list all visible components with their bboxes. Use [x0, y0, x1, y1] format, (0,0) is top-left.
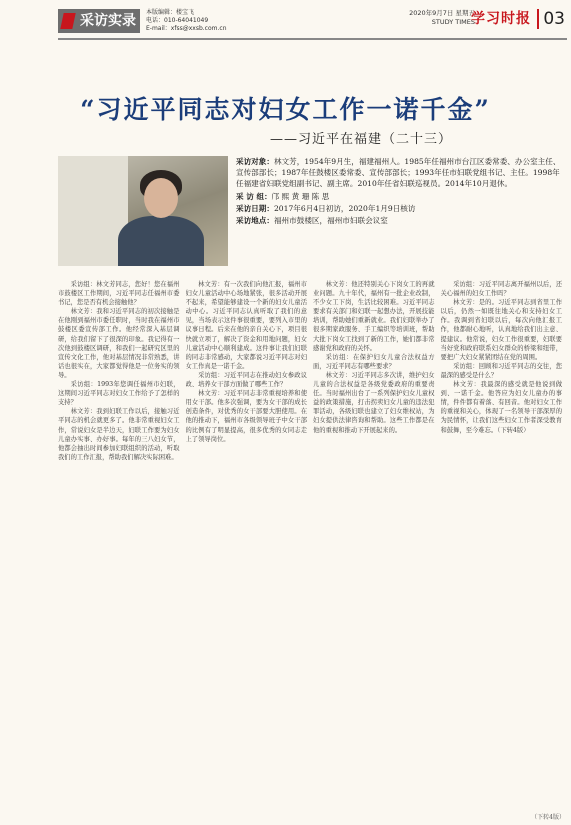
- paragraph: 采访组：习近平同志离开福州以后，还关心福州的妇女工作吗？: [440, 281, 562, 298]
- paragraph: 林文芳：他还特别关心下岗女工的再就业问题。九十年代，福州有一批企业改制，不少女工下岗，生活比较困难。习近平同志要求有关部门和妇联一起想办法，开展技能培训，帮助她们重新就业。我们妇联举办了很多期家政服务、手工编织等培训班，帮助大批下岗女工找到了新的工作，她们都非常感谢党和政府的关怀。: [313, 281, 435, 352]
- paragraph: 林文芳：我最深的感受就是他说到做到、一诺千金。他答应为妇女儿童办的事情，件件都有着落、有回音。他对妇女工作的重视和关心，体现了一名领导干部深厚的为民情怀，让我们这些妇女工作者深受教育和鼓舞，至今难忘。（下转4版）: [440, 381, 562, 434]
- info-place: [236, 215, 562, 226]
- page-number: 03: [537, 9, 565, 29]
- paragraph: 采访组：回顾和习近平同志的交往，您最深的感受是什么？: [440, 362, 562, 379]
- date-line: 2020年9月7日 星期五: [409, 9, 475, 17]
- editor-line: E-mail：xfss@xxsb.com.cn: [146, 25, 227, 32]
- body-column: [58, 280, 180, 813]
- paragraph: 林文芳：我到妇联工作以后，接触习近平同志的机会就更多了。他非常重视妇女工作，常说妇女是半边天，妇联工作要为妇女儿童办实事、办好事。每年的三八妇女节，他都会抽出时间参加妇联组织的活动，听取我们的工作汇报，帮助我们解决实际困难。: [58, 408, 180, 461]
- paragraph: 林文芳：有一次我们向他汇报，福州市妇女儿童活动中心场地紧张，很多活动开展不起来，希望能够建设一个新的妇女儿童活动中心。习近平同志认真听取了我们的意见，当场表示这件事很重要，要列入市里的议事日程。后来在他的亲自关心下，项目很快就立项了，解决了资金和用地问题，妇女儿童活动中心顺利建成。这件事让我们妇联的同志非常感动，大家都说习近平同志对妇女工作真是一诺千金。: [185, 281, 307, 370]
- body-column: [313, 280, 435, 813]
- continued-note: （下转4版）: [531, 814, 565, 821]
- paragraph: 林文芳：习近平同志非常重视培养和使用女干部。他多次强调，要为女干部的成长创造条件，对优秀的女干部要大胆使用。在他的推动下，福州市各级领导班子中女干部的比例有了明显提高，很多优秀的女同志走上了领导岗位。: [185, 390, 307, 443]
- info-text: 福州市鼓楼区，福州市妇联会议室: [273, 216, 388, 226]
- info-date: [236, 203, 562, 214]
- info-label: 采访地点：: [236, 216, 274, 226]
- article-subtitle: ——习近平在福建（二十三）: [270, 132, 453, 147]
- editor-info: [146, 9, 227, 33]
- issue-date: [409, 9, 475, 27]
- info-text: 林文芳，1954年9月生，福建福州人。1985年任福州市台江区委常委、办公室主任、宣传部部长；1987年任鼓楼区委常委、宣传部部长；1993年任市妇联党组书记、主任。1998年任福建省妇联党组副书记、副主席。2010年任省妇联巡视员。2014年10月退休。: [236, 157, 561, 189]
- body-column: [186, 280, 308, 813]
- info-text: 邝 熙 黄 珊 陈 思: [271, 191, 330, 201]
- interview-info: [236, 156, 562, 227]
- info-text: 2017年6月4日初访，2020年1月9日核访: [273, 203, 416, 213]
- editor-line: 本版编辑：楼宝飞: [146, 9, 195, 16]
- body-column: [441, 280, 563, 813]
- paragraph: 采访组：习近平同志在推动妇女参政议政、培养女干部方面做了哪些工作？: [185, 371, 307, 389]
- article-body: [58, 280, 562, 813]
- header-divider: [58, 38, 567, 40]
- page-header: [0, 0, 571, 40]
- interviewee-photo: [58, 156, 228, 266]
- date-line-en: STUDY TIMES: [431, 18, 475, 26]
- paragraph: 采访组：在保护妇女儿童合法权益方面，习近平同志有哪些要求？: [313, 353, 435, 370]
- editor-line: 电话：010-64041049: [146, 17, 209, 24]
- info-label: 采访对象：: [236, 157, 274, 166]
- paragraph: 采访组：林文芳同志，您好！您在福州市鼓楼区工作期间，习近平同志任福州市委书记，您是否有机会接触他？: [58, 281, 180, 307]
- paragraph: 林文芳：习近平同志多次讲，维护妇女儿童的合法权益是各级党委政府的重要责任。当时福州出台了一系列保护妇女儿童权益的政策措施，打击拐卖妇女儿童的违法犯罪活动，各级妇联也建立了妇女维权站，为妇女提供法律咨询和帮助。这些工作都是在他的重视和推动下开展起来的。: [313, 371, 435, 434]
- paragraph: 采访组：1993年您调任福州市妇联，这期间习近平同志对妇女工作给予了怎样的支持？: [58, 381, 180, 407]
- info-interviewee: [236, 156, 562, 190]
- paragraph: 林文芳：我和习近平同志的初次接触是在他刚到福州市委任职时，当时我在福州市鼓楼区委宣传部工作。他经常深入基层调研，给我们留下了很深的印象。我记得有一次他到鼓楼区调研，和我们一起研究区里的宣传文化工作，他对基层情况非常熟悉，讲话也很实在，大家都觉得他是一位务实的领导。: [58, 308, 180, 379]
- article-title: “习近平同志对妇女工作一诺千金”: [80, 95, 491, 124]
- newspaper-logo: 学习时报: [471, 11, 531, 27]
- info-label: 采访日期：: [236, 203, 274, 213]
- section-tag: 采访实录: [58, 9, 140, 33]
- info-label: 采 访 组：: [236, 191, 272, 201]
- info-team: [236, 191, 562, 202]
- paragraph: 林文芳：是的。习近平同志到省里工作以后，仍然一如既往地关心和支持妇女工作。我调到省妇联以后，每次向他汇报工作，他都耐心地听，认真地给我们出主意、提建议。他常说，妇女工作很重要，妇联要当好党和政府联系妇女群众的桥梁和纽带，要把广大妇女紧紧团结在党的周围。: [440, 299, 562, 361]
